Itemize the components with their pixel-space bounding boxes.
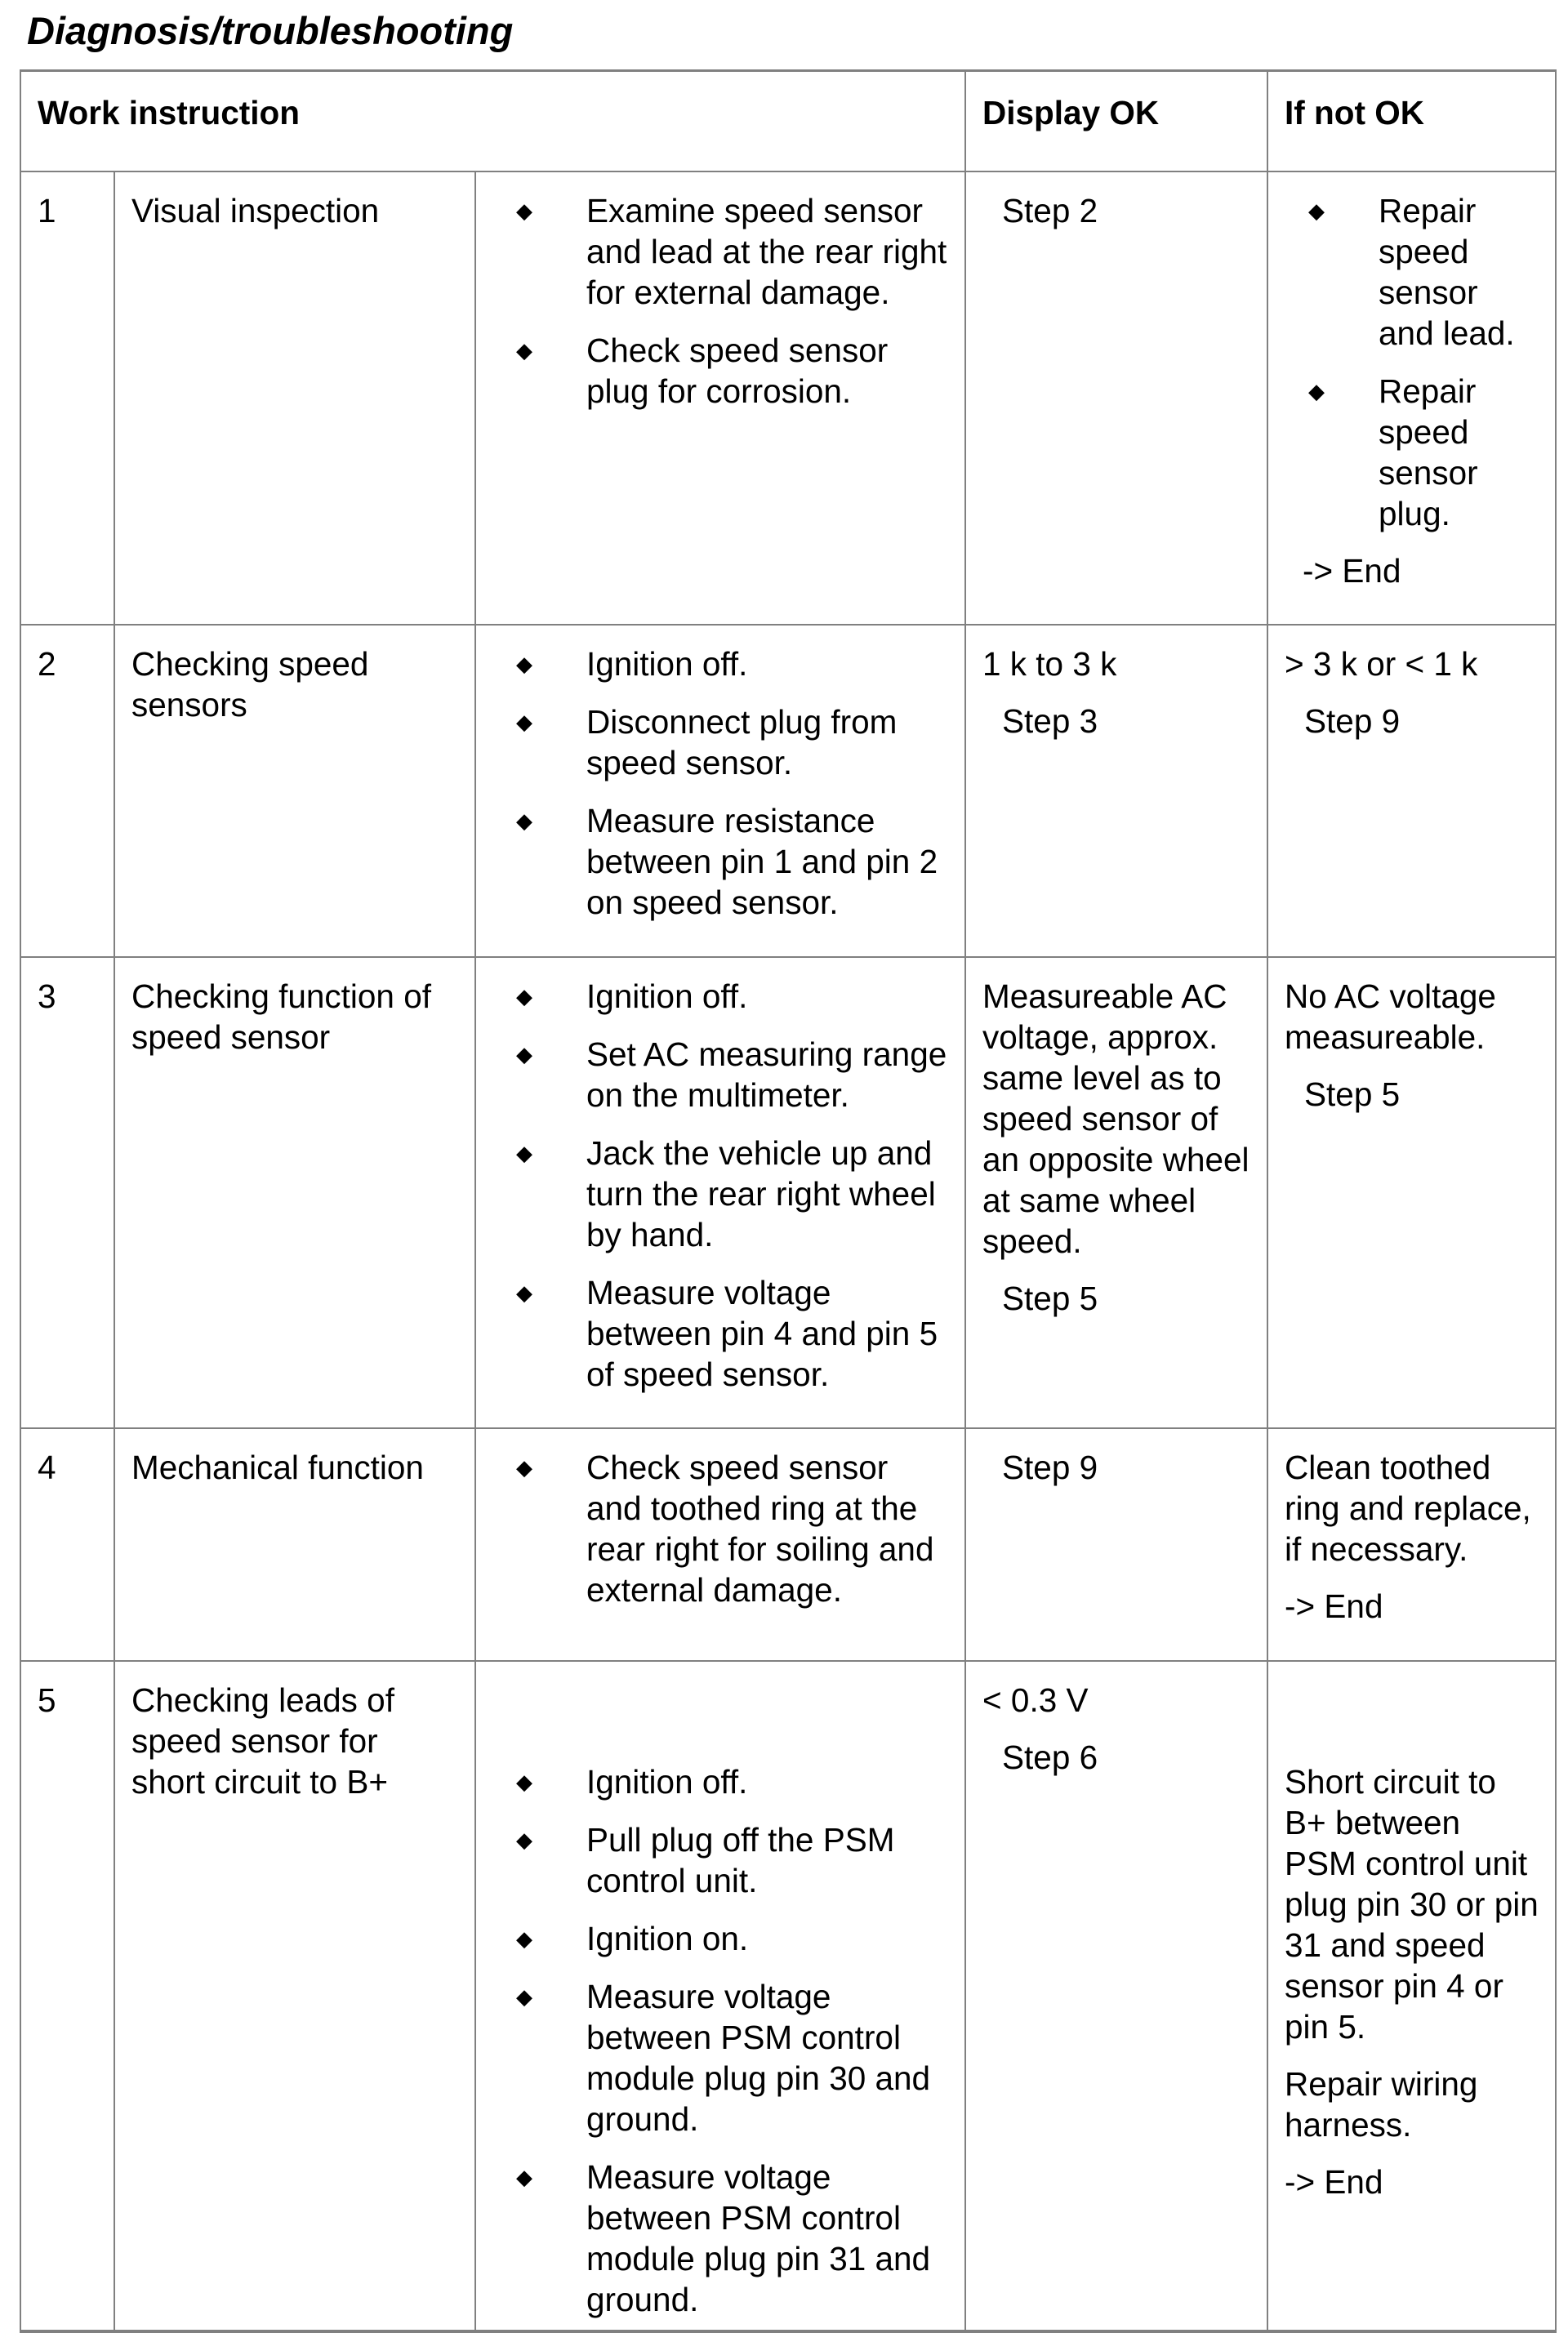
expected-value: Measureable AC voltage, approx. same level as to speed sensor of an opposite wheel at same wheel speed. bbox=[982, 977, 1250, 1260]
list-item: ◆ Pull plug off the PSM control unit. bbox=[516, 1821, 895, 1899]
diamond-bullet-icon: ◆ bbox=[516, 1280, 532, 1305]
step-number: 5 bbox=[20, 1661, 114, 2331]
step-name: Checking function of speed sensor bbox=[114, 957, 475, 1428]
diamond-bullet-icon: ◆ bbox=[516, 1984, 532, 2009]
list-item: ◆ Examine speed sensor and lead at the rear right for external damage. bbox=[516, 192, 947, 311]
display-ok-cell bbox=[965, 957, 1267, 1428]
table-row bbox=[20, 1661, 1556, 2331]
diamond-bullet-icon: ◆ bbox=[1308, 379, 1325, 403]
if-not-ok-cell bbox=[1267, 625, 1556, 957]
list-item: ◆ Disconnect plug from speed sensor. bbox=[516, 703, 898, 781]
fault-condition: > 3 k or < 1 k bbox=[1285, 645, 1478, 683]
table-row bbox=[20, 1428, 1556, 1661]
if-not-ok-cell bbox=[1267, 1661, 1556, 2331]
instructions-cell bbox=[475, 1428, 965, 1661]
list-item: ◆ Measure voltage between PSM control module plug pin 31 and ground. bbox=[516, 2158, 931, 2318]
fault-remedy: Repair wiring harness. bbox=[1285, 2065, 1478, 2144]
list-item: ◆ Set AC measuring range on the multimeter. bbox=[516, 1035, 947, 1114]
diagnosis-table bbox=[20, 69, 1557, 2333]
list-item: ◆ Check speed sensor and toothed ring at the rear right for soiling and external damage. bbox=[516, 1449, 934, 1609]
step-name: Checking speed sensors bbox=[114, 625, 475, 957]
if-not-ok-cell bbox=[1267, 171, 1556, 625]
end-marker: -> End bbox=[1303, 552, 1401, 590]
step-number: 1 bbox=[20, 171, 114, 625]
next-step: Step 5 bbox=[1002, 1280, 1098, 1317]
page-title: Diagnosis/troubleshooting bbox=[27, 9, 514, 52]
diamond-bullet-icon: ◆ bbox=[516, 1455, 532, 1480]
diamond-bullet-icon: ◆ bbox=[516, 338, 532, 363]
step-name: Mechanical function bbox=[114, 1428, 475, 1661]
list-item: ◆ Jack the vehicle up and turn the rear right wheel by hand. bbox=[516, 1134, 936, 1253]
fault-condition: No AC voltage measureable. bbox=[1285, 977, 1496, 1056]
display-ok-cell bbox=[965, 1661, 1267, 2331]
header-work-instruction: Work instruction bbox=[20, 71, 965, 172]
diamond-bullet-icon: ◆ bbox=[516, 1828, 532, 1852]
list-item: ◆ Ignition on. bbox=[516, 1920, 749, 1957]
spacer bbox=[492, 1680, 950, 1761]
table-row bbox=[20, 957, 1556, 1428]
next-step: Step 6 bbox=[1002, 1739, 1098, 1776]
expected-value: 1 k to 3 k bbox=[982, 645, 1117, 683]
diamond-bullet-icon: ◆ bbox=[516, 984, 532, 1008]
display-ok-cell bbox=[965, 625, 1267, 957]
end-marker: -> End bbox=[1285, 2163, 1383, 2201]
list-item: ◆ Ignition off. bbox=[516, 977, 748, 1015]
table-row bbox=[20, 171, 1556, 625]
next-step: Step 5 bbox=[1304, 1075, 1401, 1113]
next-step: Step 3 bbox=[1002, 702, 1098, 740]
list-item: ◆ Repair speed sensor and lead. bbox=[1308, 192, 1515, 352]
diamond-bullet-icon: ◆ bbox=[1308, 198, 1325, 223]
diamond-bullet-icon: ◆ bbox=[516, 198, 532, 223]
list-item: ◆ Ignition off. bbox=[516, 1763, 748, 1801]
diamond-bullet-icon: ◆ bbox=[516, 1926, 532, 1951]
table-header-row bbox=[20, 71, 1556, 172]
diamond-bullet-icon: ◆ bbox=[516, 652, 532, 676]
expected-value: < 0.3 V bbox=[982, 1681, 1089, 1719]
table-row bbox=[20, 625, 1556, 957]
list-item: ◆ Check speed sensor plug for corrosion. bbox=[516, 332, 889, 410]
step-name: Visual inspection bbox=[114, 171, 475, 625]
fault-condition: Short circuit to B+ between PSM control unit plug pin 30 or pin 31 and speed sensor pin 4 or pin 5. bbox=[1285, 1763, 1539, 2046]
instructions-cell bbox=[475, 171, 965, 625]
next-step: Step 2 bbox=[1002, 192, 1098, 229]
if-not-ok-cell bbox=[1267, 957, 1556, 1428]
diamond-bullet-icon: ◆ bbox=[516, 1141, 532, 1165]
diamond-bullet-icon: ◆ bbox=[516, 2165, 532, 2189]
list-item: ◆ Ignition off. bbox=[516, 645, 748, 683]
diamond-bullet-icon: ◆ bbox=[516, 808, 532, 833]
spacer bbox=[1285, 1680, 1540, 1761]
diamond-bullet-icon: ◆ bbox=[516, 710, 532, 734]
diamond-bullet-icon: ◆ bbox=[516, 1770, 532, 1794]
end-marker: -> End bbox=[1285, 1587, 1383, 1625]
instructions-cell bbox=[475, 625, 965, 957]
list-item: ◆ Measure voltage between PSM control module plug pin 30 and ground. bbox=[516, 1978, 931, 2138]
step-name: Checking leads of speed sensor for short circuit to B+ bbox=[114, 1661, 475, 2331]
next-step: Step 9 bbox=[1002, 1449, 1098, 1486]
step-number: 2 bbox=[20, 625, 114, 957]
next-step: Step 9 bbox=[1304, 702, 1401, 740]
display-ok-cell bbox=[965, 171, 1267, 625]
step-number: 3 bbox=[20, 957, 114, 1428]
if-not-ok-cell bbox=[1267, 1428, 1556, 1661]
display-ok-cell bbox=[965, 1428, 1267, 1661]
list-item: ◆ Measure voltage between pin 4 and pin 5 of speed sensor. bbox=[516, 1274, 938, 1393]
header-display-ok: Display OK bbox=[965, 71, 1267, 172]
step-number: 4 bbox=[20, 1428, 114, 1661]
instructions-cell bbox=[475, 1661, 965, 2331]
diamond-bullet-icon: ◆ bbox=[516, 1042, 532, 1066]
instructions-cell bbox=[475, 957, 965, 1428]
list-item: ◆ Repair speed sensor plug. bbox=[1308, 372, 1478, 532]
fault-remedy: Clean toothed ring and replace, if necessary. bbox=[1285, 1449, 1531, 1568]
header-if-not-ok: If not OK bbox=[1267, 71, 1556, 172]
list-item: ◆ Measure resistance between pin 1 and pin 2 on speed sensor. bbox=[516, 802, 938, 921]
